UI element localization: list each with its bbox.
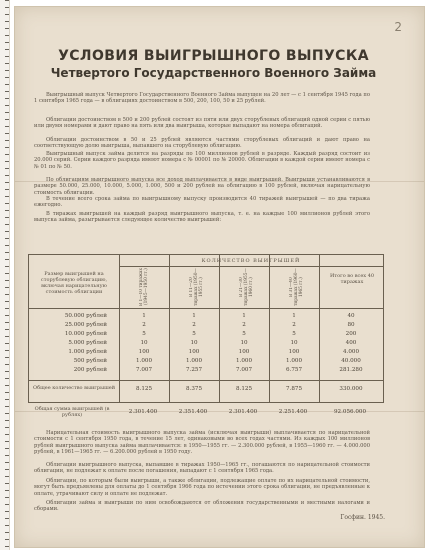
total-count-cell: 8.125 xyxy=(135,386,152,392)
table-group-header: КОЛИЧЕСТВО ВЫИГРЫШЕЙ xyxy=(201,258,301,264)
total-count-cell: 8.125 xyxy=(235,386,252,392)
table-cell: 100 xyxy=(238,349,250,355)
column-header: В 31—40 тиражах (1960—1965 гг.) xyxy=(289,268,304,306)
footer-paragraph: Облигации выигрышного выпуска, выпавшие в тиражах 1950—1965 гг., погашаются по нарицательной стоимости облигации, не подлежат к оплате после погашения, выпадают с 1 сентября 1965 года. xyxy=(34,462,370,475)
table-cell: 5 xyxy=(292,331,296,337)
table-cell: 40.000 xyxy=(341,358,361,364)
total-sum-cell: 2.251.400 xyxy=(278,409,308,415)
paragraph: В течение всего срока займа по выигрышному выпуску производится 40 тиражей выигрышей — по два тиража ежегодно. xyxy=(34,196,370,209)
table-cell: 7.257 xyxy=(185,367,202,373)
table-cell: 80 xyxy=(347,322,355,328)
paragraph: Выигрышный выпуск Четвертого Государственного Военного Займа выпущен на 20 лет — с 1 сентября 1945 года по 1 сентября 1965 года — в облигациях достоинством в 500, 200, 100, 50 и 25 рублей. xyxy=(34,92,370,105)
table-cell: 10 xyxy=(190,340,198,346)
table-cell: 100 xyxy=(288,349,300,355)
scan-ruler xyxy=(0,0,10,550)
table-cell: 1 xyxy=(142,313,146,319)
table-cell: 1.000 xyxy=(185,358,202,364)
column-header: В 21—30 тиражах (1955—1960 гг.) xyxy=(239,268,254,306)
paragraph: По облигациям выигрышного выпуска все доход выплачивается в виде выигрышей. Выигрыши устанавливаются в размере 50.000, 25.000, 10.000, 5.000, 1.000, 500 и 200 рублей на облигацию в 100 рублей, включая нарицательную стоимость облигации. xyxy=(34,177,370,196)
table-row-label: 25.000 рублей xyxy=(64,322,107,328)
table-cell: 1 xyxy=(192,313,196,319)
table-cell: 2 xyxy=(192,322,196,328)
table-cell: 2 xyxy=(142,322,146,328)
table-cell: 400 xyxy=(345,340,357,346)
table-cell: 10 xyxy=(140,340,148,346)
total-sum-cell: 92.056.000 xyxy=(333,409,367,415)
footer-paragraph: Нарицательная стоимость выигрышного выпуска займа (исключая выигрыши) выплачивается по нарицательной стоимости с 1 сентября 1950 года, в течение 15 лет, одинаковыми во всех годах частями. Из каждых 100 миллионов рублей выигрышного выпуска займа выплачивается: в 1950—1955 гг. — 2.300.000 рублей, в 1955—1960 гг. — 4.000.000 рублей, в 1961—1965 гг. — 6.200.000 рублей в 1950 году. xyxy=(34,430,370,455)
total-sum-cell: 2.301.400 xyxy=(128,409,158,415)
table-cell: 10 xyxy=(290,340,298,346)
column-header: Итого во всех 40 тиражах xyxy=(329,273,375,285)
paragraph: В тиражах выигрышей на каждый разряд выигрышного выпуска, т. е. на каждые 100 миллионов рублей этого выпуска займа, разыгрывается следующее количество выигрышей: xyxy=(34,211,370,224)
table-row-label: 1.000 рублей xyxy=(68,349,107,355)
winnings-table xyxy=(28,254,384,403)
table-cell: 6.757 xyxy=(285,367,302,373)
table-row-label: 5.000 рублей xyxy=(68,340,107,346)
table-row-label: 200 рублей xyxy=(73,367,107,373)
total-sum-label: Общая сумма выигрышей (в рублях) xyxy=(34,406,110,418)
table-cell: 5 xyxy=(142,331,146,337)
paragraph: Выигрышный выпуск займа делится на разряды по 100 миллионов рублей в разряде. Каждый разряд состоит из 20.000 серий. Серии каждого разряда имеют номера с № 00001 по № 20000. Облигации в каждой серии имеют номера с № 01 по № 50. xyxy=(34,151,370,170)
table-header-label: Размер выигрышей на сторублевую облигацию, включая нарицательную стоимость облигации xyxy=(40,271,108,295)
total-count-cell: 7.875 xyxy=(285,386,302,392)
document-subtitle: Четвертого Государственного Военного Займа xyxy=(50,66,377,80)
footer-paragraph: Облигации займа и выигрыши по ним освобождаются от обложения государственными и местными налогами и сборами. xyxy=(34,500,370,513)
total-count-label: Общее количество выигрышей xyxy=(33,385,116,391)
table-cell: 5 xyxy=(242,331,246,337)
table-cell: 2 xyxy=(242,322,246,328)
page-number: 2 xyxy=(394,20,402,34)
table-cell: 1 xyxy=(292,313,296,319)
total-sum-cell: 2.301.400 xyxy=(228,409,258,415)
table-cell: 200 xyxy=(345,331,357,337)
document-title: УСЛОВИЯ ВЫИГРЫШНОГО ВЫПУСКА xyxy=(58,48,369,64)
table-cell: 5 xyxy=(192,331,196,337)
table-cell: 4.000 xyxy=(342,349,359,355)
table-cell: 1.000 xyxy=(285,358,302,364)
table-cell: 100 xyxy=(188,349,200,355)
table-row-label: 10.000 рублей xyxy=(64,331,107,337)
table-cell: 7.007 xyxy=(135,367,152,373)
table-cell: 2 xyxy=(292,322,296,328)
total-count-cell: 330.000 xyxy=(339,386,363,392)
footer-paragraph: Облигации, по которым были выигрыши, а также облигации, подлежащие оплате по их нарицательной стоимости, могут быть предъявлены для оплаты до 1 сентября 1966 года по истечении этого срока облигации, не предъявленные к оплате, утрачивают силу и оплате не подлежат. xyxy=(34,478,370,497)
table-cell: 40 xyxy=(347,313,355,319)
table-row-label: 50.000 рублей xyxy=(64,313,107,319)
table-cell: 1.000 xyxy=(135,358,152,364)
signature: Госфин. 1945. xyxy=(340,514,385,521)
column-header: В 11—20 тиражах (1950—1955 гг.) xyxy=(189,268,204,306)
table-cell: 1 xyxy=(242,313,246,319)
table-cell: 7.007 xyxy=(235,367,252,373)
table-cell: 10 xyxy=(240,340,248,346)
paragraph: Облигации достоинством в 500 и 200 рублей состоят из пяти или двух сторублевых облигаций одной серии с пятью или двумя номерами и дают право на пять или два выигрыша, которые выпадают на номера облигаций. xyxy=(34,117,370,130)
table-cell: 281.280 xyxy=(339,367,363,373)
total-sum-cell: 2.351.400 xyxy=(178,409,208,415)
table-cell: 1.000 xyxy=(235,358,252,364)
total-count-cell: 8.375 xyxy=(185,386,202,392)
table-cell: 100 xyxy=(138,349,150,355)
table-row-label: 500 рублей xyxy=(73,358,107,364)
paragraph: Облигации достоинством в 50 и 25 рублей являются частями сторублевых облигаций и дают право на соответствующую долю выигрыша, выпавшего на сторублевую облигацию. xyxy=(34,137,370,150)
column-header: В 1—10 тиражах (1945—1950 гг.) xyxy=(139,268,149,306)
